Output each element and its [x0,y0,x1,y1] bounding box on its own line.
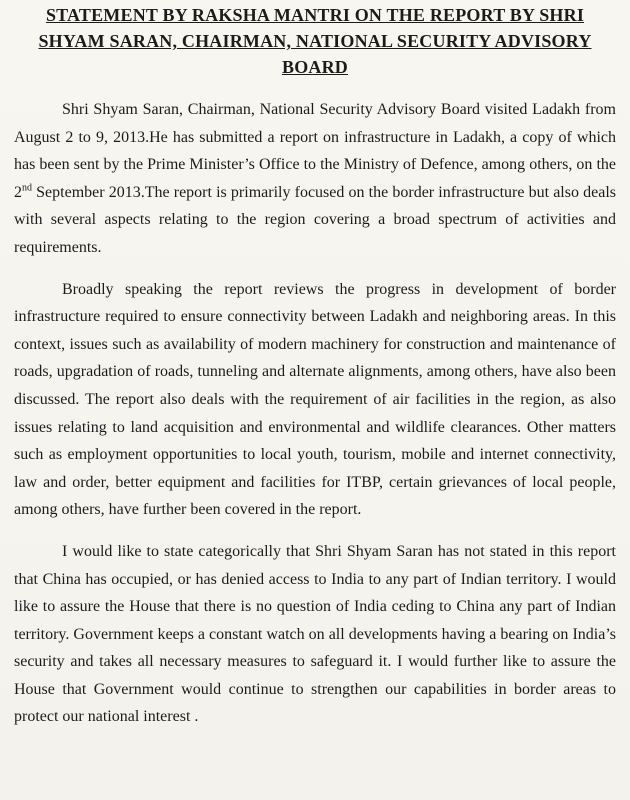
title-line-2: SHYAM SARAN, CHAIRMAN, NATIONAL SECURITY ADVISORY BOARD [38,31,592,77]
paragraph-2: Broadly speaking the report reviews the progress in development of border infrastructure required to ensure connectivity between Ladakh and neighboring areas. In this context, issues such as availability of modern machinery for construction and maintenance of roads, upgradation of roads, tunneling and alternate alignments, among others, have also been discussed. The report also deals with the requirement of air facilities in the region, as also issues relating to land acquisition and environmental and wildlife clearances. Other matters such as employment opportunities to local youth, tourism, mobile and internet connectivity, law and order, better equipment and facilities for ITBP, certain grievances of local people, among others, have further been covered in the report. [14,280,616,519]
paragraph-1-text-a: Shri Shyam Saran, Chairman, National Security Advisory Board visited Ladakh from August 2 to 9, 2013.He has submitted a report on infrastructure in Ladakh, a copy of which has been sent by the Prime Minister’s Office to the Ministry of Defence, among others, on the 2 [14,101,616,201]
paragraph-1 [14,96,616,262]
title-line-1: STATEMENT BY RAKSHA MANTRI ON THE REPORT BY SHRI [45,5,585,25]
paragraph-1-text-b: September 2013.The report is primarily focused on the border infrastructure but also deals with several aspects relating to the region covering a broad spectrum of activities and requirements. [14,183,616,256]
paragraph-3: I would like to state categorically that Shri Shyam Saran has not stated in this report that China has occupied, or has denied access to India to any part of Indian territory. I would like to assure the House that there is no question of India ceding to China any part of Indian territory. Government keeps a constant watch on all developments having a bearing on India’s security and takes all necessary measures to safeguard it. I would further like to assure the House that Government would continue to strengthen our capabilities in border areas to protect our national interest . [14,542,616,726]
ordinal-suffix: nd [22,182,32,194]
